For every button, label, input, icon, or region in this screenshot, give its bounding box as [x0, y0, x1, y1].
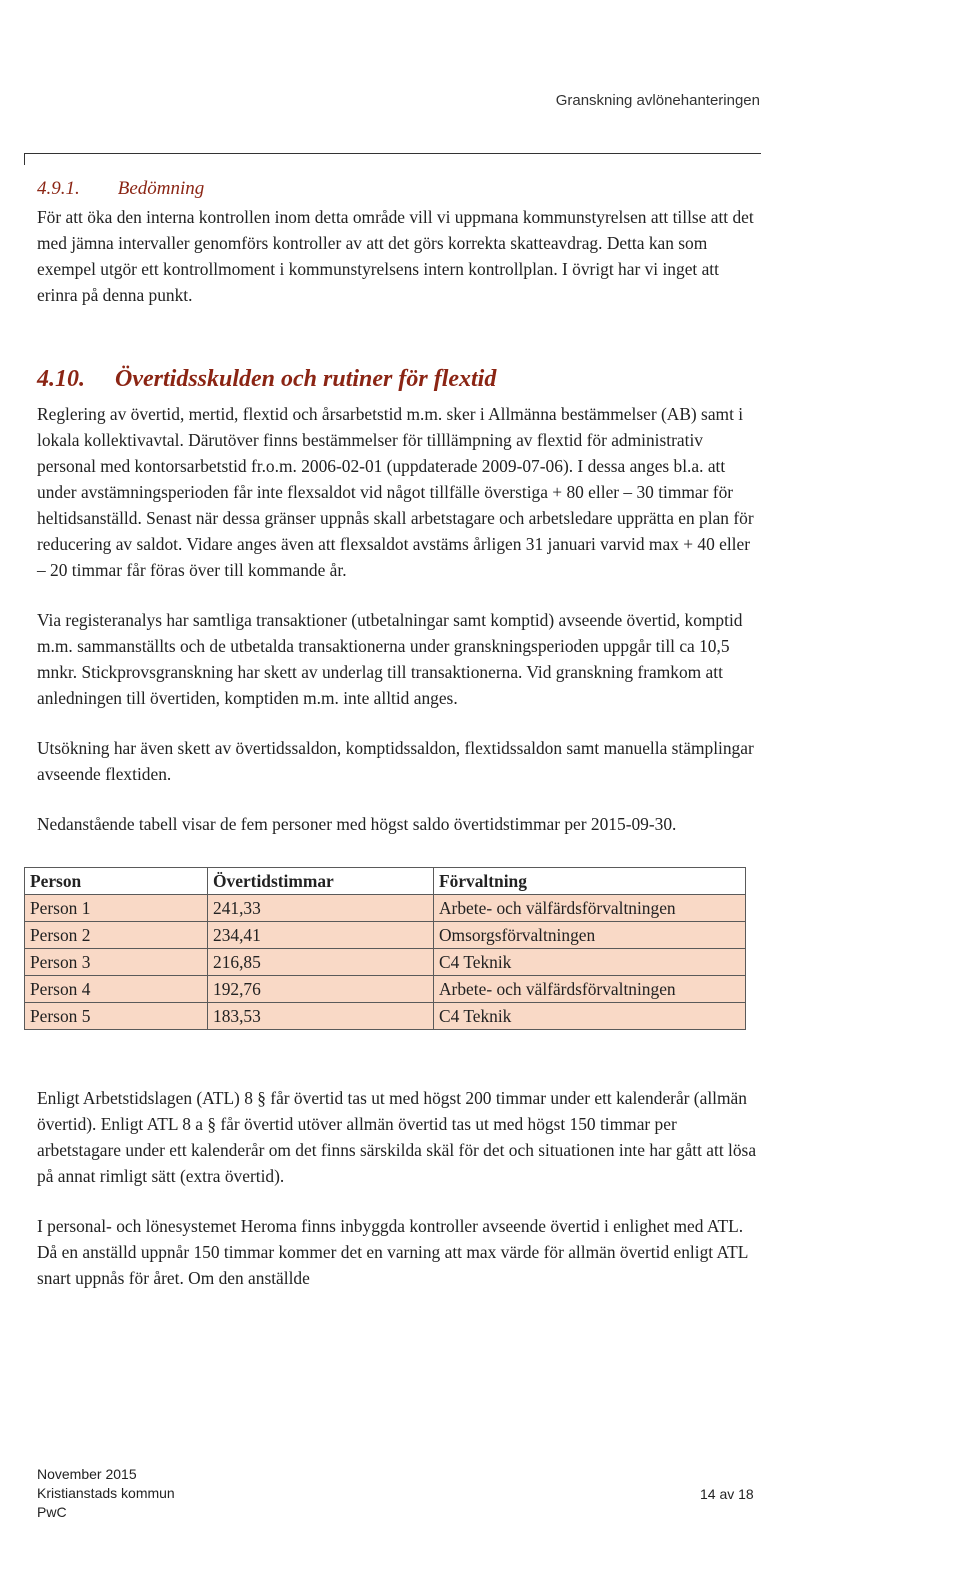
paragraph: Reglering av övertid, mertid, flextid och årsarbetstid m.m. sker i Allmänna bestämmelser (AB) samt i lokala kollektivavtal. Därutöver finns bestämmelser för tilllämpning av flextid för administrativ personal med kontorsarbetstid fr.o.m. 2006-02-01 (uppdaterade 2009-07-06). I dessa anges bl.a. att under avstämningsperioden får inte flexsaldot vid något tillfälle överstiga + 80 eller – 30 timmar för heltidsanställd. Senast när dessa gränser uppnås skall arbetstagare och arbetsledare upprätta en plan för reducering av saldot. Vidare anges även att flexsaldot avstäms årligen 31 januari varvid max + 40 eller – 20 timmar får föras över till kommande år.	[37, 404, 754, 580]
column-header-person: Person	[25, 868, 208, 895]
cell-person: Person 1	[25, 895, 208, 922]
header-divider-tick	[24, 153, 25, 165]
paragraph: Via registeranalys har samtliga transaktioner (utbetalningar samt komptid) avseende övertid, komptid m.m. sammanställts och de utbetalda transaktionerna under granskningsperioden uppgår till ca 10,5 mnkr. Stickprovsgranskning har skett av underlag till transaktionerna. Vid granskning framkom att anledningen till övertiden, komptiden m.m. inte alltid anges.	[37, 610, 743, 708]
cell-overtime: 192,76	[208, 976, 434, 1003]
footer-organization: Kristianstads kommun	[37, 1485, 175, 1501]
cell-person: Person 2	[25, 922, 208, 949]
overtime-table	[24, 867, 746, 1030]
footer-firm: PwC	[37, 1504, 67, 1520]
cell-overtime: 234,41	[208, 922, 434, 949]
paragraph: För att öka den interna kontrollen inom detta område vill vi uppmana kommunstyrelsen att tillse att det med jämna intervaller genomförs kontroller av att det görs korrekta skatteavdrag. Detta kan som exempel utgör ett kontrollmoment i kommunstyrelsens intern kontrollplan. I övrigt har vi inget att erinra på denna punkt.	[37, 207, 754, 305]
cell-overtime: 216,85	[208, 949, 434, 976]
cell-department: Arbete- och välfärdsförvaltningen	[434, 895, 746, 922]
page-number: 14 av 18	[700, 1486, 754, 1502]
paragraph: Utsökning har även skett av övertidssaldon, komptidssaldon, flextidssaldon samt manuella stämplingar avseende flextiden.	[37, 738, 754, 784]
cell-department: Omsorgsförvaltningen	[434, 922, 746, 949]
column-header-department: Förvaltning	[434, 868, 746, 895]
cell-person: Person 3	[25, 949, 208, 976]
section-number: 4.10.	[37, 366, 85, 392]
table-row	[25, 1003, 746, 1030]
cell-department: C4 Teknik	[434, 1003, 746, 1030]
section-4-9-1-heading	[37, 178, 759, 200]
running-header: Granskning avlönehanteringen	[555, 92, 760, 109]
footer-date: November 2015	[37, 1466, 137, 1482]
cell-department: C4 Teknik	[434, 949, 746, 976]
cell-person: Person 5	[25, 1003, 208, 1030]
section-number: 4.9.1.	[37, 178, 80, 199]
footer-left	[37, 1465, 175, 1522]
section-title: Bedömning	[117, 178, 205, 199]
table-row	[25, 895, 746, 922]
header-divider	[24, 153, 761, 154]
table-row	[25, 922, 746, 949]
cell-department: Arbete- och välfärdsförvaltningen	[434, 976, 746, 1003]
cell-person: Person 4	[25, 976, 208, 1003]
paragraph: I personal- och lönesystemet Heroma finns inbyggda kontroller avseende övertid i enlighet med ATL. Då en anställd uppnår 150 timmar kommer det en varning att max värde för allmän övertid enligt ATL snart uppnås för året. Om den anställde	[37, 1216, 748, 1288]
cell-overtime: 183,53	[208, 1003, 434, 1030]
page-body	[30, 178, 759, 1291]
section-4-10-heading	[37, 366, 759, 393]
table-row	[25, 976, 746, 1003]
table-header-row	[25, 868, 746, 895]
section-title: Övertidsskulden och rutiner för flextid	[115, 366, 497, 392]
column-header-overtime: Övertidstimmar	[208, 868, 434, 895]
paragraph: Enligt Arbetstidslagen (ATL) 8 § får övertid tas ut med högst 200 timmar under ett kalenderår (allmän övertid). Enligt ATL 8 a § får övertid utöver allmän övertid tas ut med högst 150 timmar per arbetstagare under ett kalenderår om det finns särskilda skäl för det och situationen inte har gått att lösa på annat rimligt sätt (extra övertid).	[37, 1088, 757, 1186]
table-row	[25, 949, 746, 976]
cell-overtime: 241,33	[208, 895, 434, 922]
paragraph: Nedanstående tabell visar de fem personer med högst saldo övertidstimmar per 2015-09-30.	[37, 814, 677, 834]
